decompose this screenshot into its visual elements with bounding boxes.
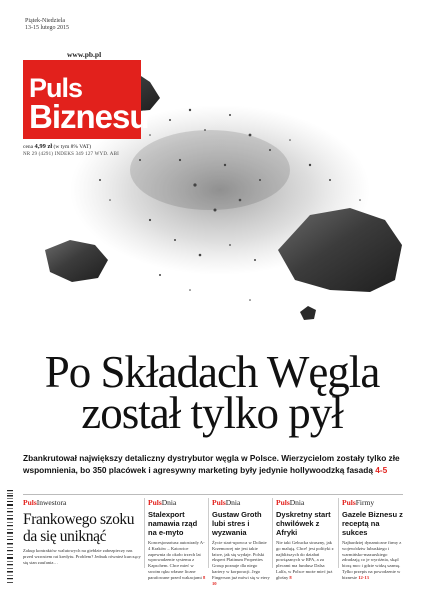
teaser-text: Najbardziej dynamiczne firmy z województw lubuskiego i warmińsko-mazurskiego zdradzają co je wyróżnia, skąd biorą moc i gdzie widzą szansę. Tylko przepis na powodzenie w biznesie 12-13	[342, 540, 402, 580]
teaser-title: Dyskretny start chwilówek z Afryki	[276, 510, 331, 537]
price-value: 4,99 zł	[34, 143, 53, 150]
barcode	[6, 490, 14, 590]
teaser-section: PulsDnia	[212, 498, 241, 507]
website-link[interactable]: www.pb.pl	[67, 50, 102, 59]
coal-chunk-small	[300, 306, 316, 320]
main-headline-line-2[interactable]: został tylko pył	[81, 388, 343, 438]
teaser-text: Nie taki Gebucka straszny, jak go malują. Chce! jest polityki z najbliższych do działań powiązanych w RPA, a za plecami ma fundusz Dalsa Lalfa, w Polsce może mieć już głośny 8	[276, 540, 334, 580]
issue-date	[25, 18, 69, 32]
price-vat: (w tym 8% VAT)	[53, 144, 92, 150]
column-divider	[208, 498, 209, 568]
logo-line-2: Biznesu	[29, 98, 149, 135]
price-label: cena	[23, 144, 34, 150]
teaser-title: Stalexport namawia rząd na e-myto	[148, 510, 198, 537]
teaser-section: PulsFirmy	[342, 498, 375, 507]
teaser-text: Życie start-upowca w Dolinie Krzemowej nie jest takie łatwe, jak się wydaje. Polski ekspert Platinum Properties Group poznaje dla niego kariery w korporacji. Jego Fingerson już mówi się w etery 10	[212, 540, 270, 586]
teaser-stalexport[interactable]	[148, 498, 206, 581]
teaser-divider	[23, 494, 403, 495]
logo-line-1: Puls	[29, 73, 83, 103]
cover-price	[23, 143, 91, 150]
teaser-section: PulsInwestora	[23, 498, 67, 507]
teaser-gazele[interactable]	[342, 498, 404, 581]
teaser-text: Koncesjonariusz autostrady A-4 Kraków – Katowice zapewnia do około trzech lat wprowadzenie systemu z Kapschem. Chce mieć w swoim ręku własne liczne parafowane przed wakacjami 8	[148, 540, 206, 580]
issue-date-range: 13-15 lutego 2015	[25, 25, 69, 31]
lead-paragraph[interactable]	[23, 452, 403, 476]
issue-day: Piątek-Niedziela	[25, 18, 65, 24]
teaser-section: PulsDnia	[148, 498, 177, 507]
issue-number: NR 29 (4291) INDEKS 349 127 WYD. ABI	[23, 152, 119, 157]
teaser-title: Gazele Biznesu z receptą na sukces	[342, 510, 403, 537]
lead-page-ref: 4-5	[372, 465, 388, 475]
column-divider	[272, 498, 273, 568]
teaser-inwestora[interactable]	[23, 498, 141, 565]
coal-chunk-left	[45, 240, 108, 282]
teaser-chwilowki[interactable]	[276, 498, 336, 581]
teaser-title: Frankowego szoku da się uniknąć	[23, 511, 135, 545]
column-divider	[338, 498, 339, 568]
column-divider	[144, 498, 145, 568]
teaser-text: Zakup kontraktów walutowych na giełdzie zabezpieczy nas przed wzrostem rat kredytu. Problem? Jednak również kurczący się stan zaufania…	[23, 548, 141, 565]
main-headline-line-1[interactable]: Po Składach Węgla	[44, 347, 380, 397]
teaser-title: Gustaw Groth lubi stres i wyzwania	[212, 510, 262, 537]
teaser-groth[interactable]	[212, 498, 270, 586]
lead-text: Zbankrutował największy detaliczny dystrybutor węgla w Polsce. Wierzycielom zostały tylko złe wspomnienia, bo 350 placówek i agresywny marketing były jedynie hollywoodzką fasadą	[23, 453, 400, 475]
puls-biznesu-logo	[23, 60, 149, 139]
teaser-section: PulsDnia	[276, 498, 305, 507]
